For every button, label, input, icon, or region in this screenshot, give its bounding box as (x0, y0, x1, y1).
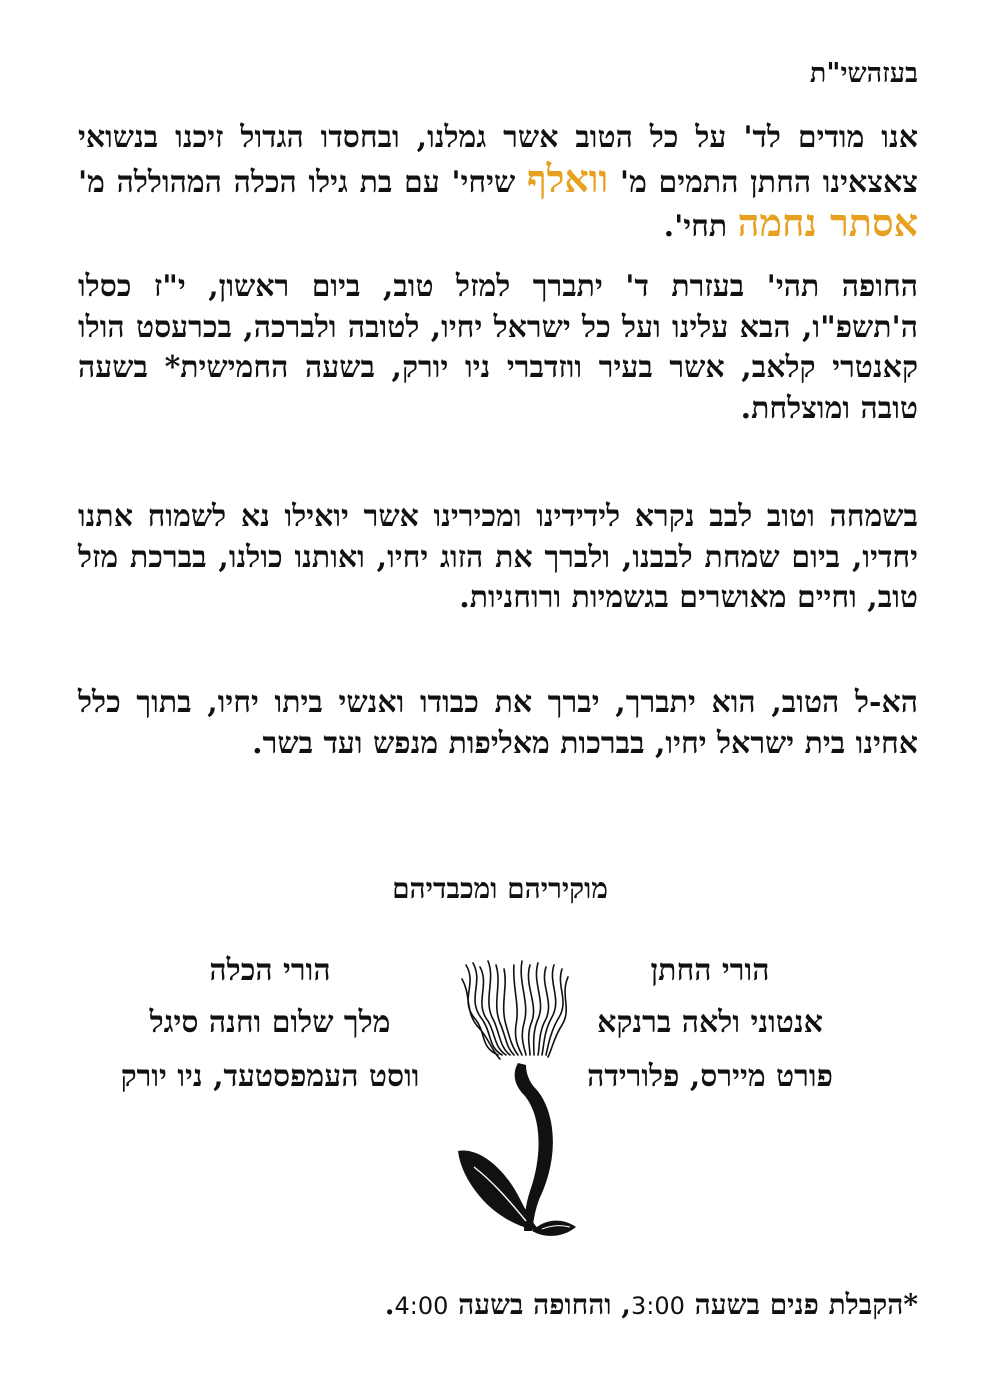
bride-parents-place: ווסט העמפסטעד, ניו יורק (120, 1059, 420, 1094)
groom-parents-heading: הורי החתן (650, 953, 770, 988)
bride-parents-column (110, 950, 430, 1098)
groom-parents-place: פורט מיירס, פלורידה (587, 1059, 833, 1094)
groom-parents-names: אנטוני ולאה ברנקא (597, 1005, 823, 1040)
footnote-text-3: . (384, 1288, 395, 1321)
groom-name: וואלף (526, 155, 609, 201)
footnote-text-1: *הקבלת פנים בשעה (684, 1288, 918, 1321)
invitation-paragraph: בשמחה וטוב לבב נקרא לידידינו ומכירינו אשר יואילו נא לשמוח אתנו יחדיו, ביום שמחת לבבנו, ולברך את הזוג יחיו, ואותנו כולנו, בברכת מזל טוב, וחיים מאושרים בגשמיות ורוחניות. (78, 499, 918, 615)
bride-parents-names: מלך שלום וחנה סיגל (149, 1005, 391, 1040)
chuppah-time: 4:00 (394, 1292, 449, 1320)
reception-time: 3:00 (631, 1292, 685, 1320)
footnote-text-2: , והחופה בשעה (448, 1288, 632, 1321)
blessing-paragraph: הא-ל הטוב, הוא יתברך, יברך את כבודו ואנשי ביתו יחיו, בתוך כלל אחינו בית ישראל יחיו, בברכות מאליפות מנפש ועד בשר. (78, 685, 918, 761)
bride-name: אסתר נחמה (737, 200, 918, 245)
signature-line: מוקיריהם ומכבדיהם (392, 872, 608, 905)
thanks-text-3: תחי'. (663, 209, 738, 244)
groom-parents-column (550, 950, 870, 1098)
chuppah-paragraph: החופה תהי' בעזרת ד' יתברך למזל טוב, ביום ראשון, י"ז כסלו ה'תשפ"ו, הבא עלינו ועל כל ישראל יחיו, לטובה ולברכה, בכרעסט הולו קאנטרי קלאב, אשר בעיר ווזדברי ניו יורק, בשעה החמישית* בשעה טובה ומוצלחת. (78, 269, 918, 426)
thanks-paragraph (78, 118, 918, 248)
bsd-header: בעזהשי"ת (809, 58, 918, 89)
footnote (385, 1288, 918, 1322)
flower-icon (448, 955, 588, 1245)
thanks-text-2: שיחי' עם בת גילו הכלה המהוללה מ' (78, 164, 527, 200)
thanks-text-1: אנו מודים לד' על כל הטוב אשר גמלנו, ובחסדו הגדול זיכנו בנשואי צאצאינו החתן התמים מ' (78, 120, 918, 200)
bride-parents-heading: הורי הכלה (209, 953, 331, 988)
